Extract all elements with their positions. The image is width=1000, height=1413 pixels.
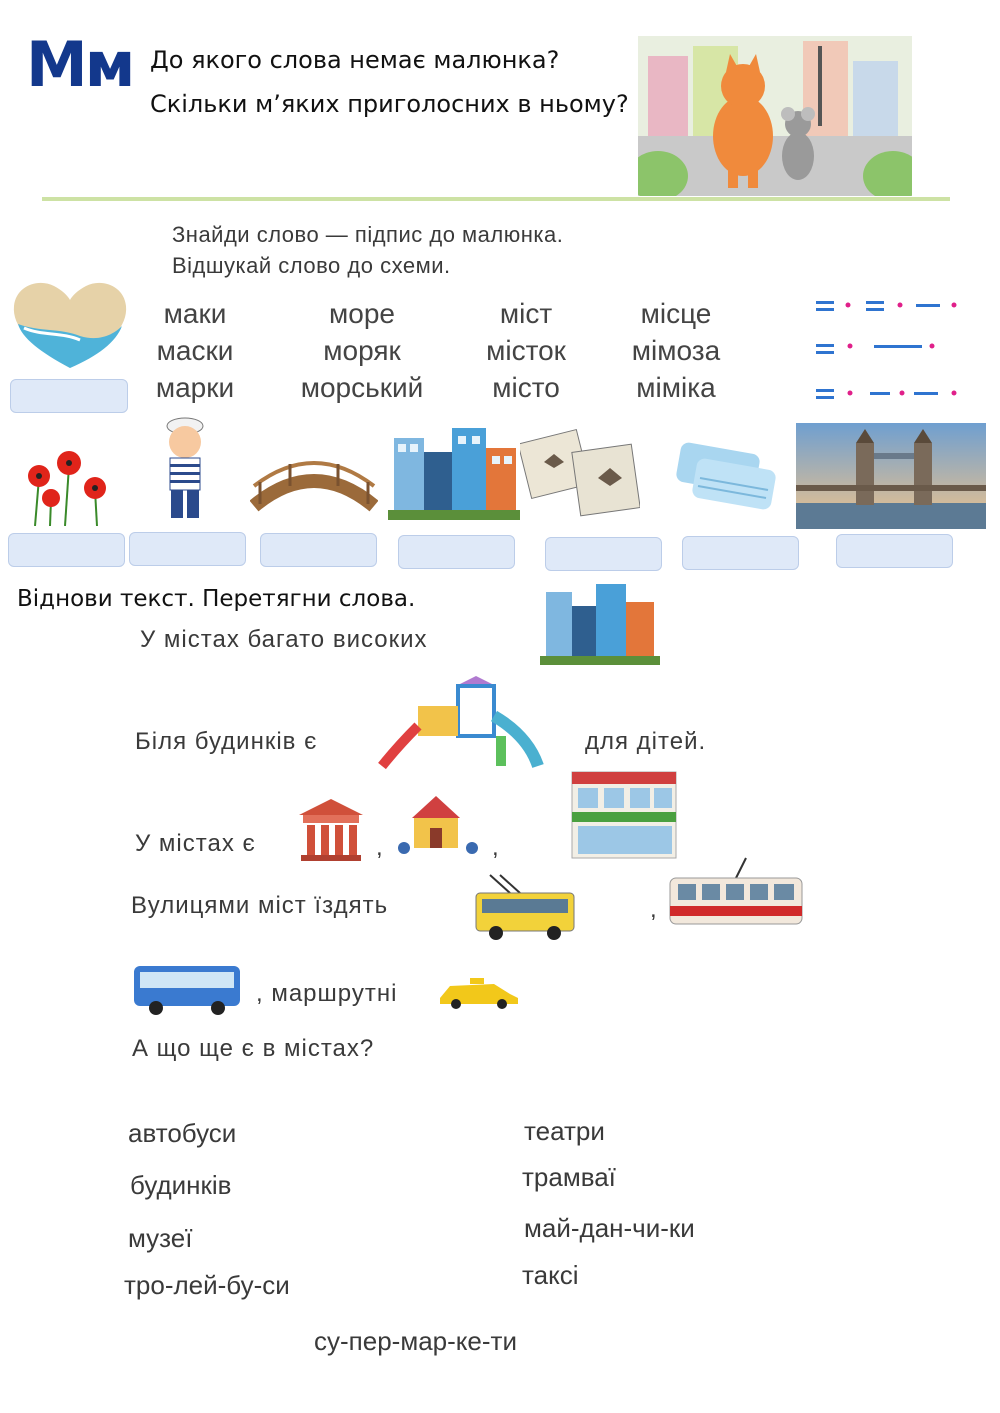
draggable-word[interactable]: музеї: [128, 1223, 193, 1253]
draggable-word[interactable]: трамваї: [522, 1162, 616, 1192]
wooden-bridge-picture: [250, 446, 378, 512]
word[interactable]: море: [329, 298, 395, 329]
comma-1: ,: [376, 834, 384, 861]
draggable-word[interactable]: су-пер-мар-ке-ти: [314, 1326, 517, 1356]
draggable-word[interactable]: будинків: [130, 1170, 232, 1200]
comma-2: ,: [492, 834, 500, 861]
sound-scheme-1: [814, 296, 964, 316]
sentence-1: У містах багато високих: [140, 626, 428, 653]
trolleybus-picture: [470, 873, 578, 945]
word[interactable]: моряк: [323, 335, 401, 366]
sailor-boy-picture: [160, 412, 210, 524]
word-column-4: [591, 298, 761, 404]
comma-3: ,: [650, 896, 658, 923]
postage-stamps-picture: [520, 422, 640, 518]
supermarket-picture: [568, 768, 692, 862]
city-buildings-picture: [382, 418, 524, 524]
theatre-picture: [394, 792, 484, 860]
word[interactable]: мімоза: [631, 335, 721, 366]
playground-picture: [378, 676, 554, 774]
word[interactable]: маки: [163, 298, 227, 329]
museum-picture: [297, 797, 365, 863]
poppies-picture: [15, 438, 117, 526]
tower-bridge-answer-slot[interactable]: [836, 534, 953, 568]
tram-picture: [666, 856, 806, 932]
draggable-word[interactable]: автобуси: [128, 1118, 237, 1148]
task1-instruction-1: Знайди слово — підпис до малюнка.: [172, 222, 564, 247]
sentence-4: Вулицями міст їздять: [131, 892, 389, 919]
tower-bridge-picture: [796, 423, 986, 529]
word[interactable]: маски: [156, 335, 234, 366]
word[interactable]: місток: [486, 335, 566, 366]
poppies-answer-slot[interactable]: [8, 533, 125, 567]
closing-question: А що ще є в містах?: [132, 1035, 375, 1062]
word[interactable]: марки: [155, 372, 235, 403]
sentence-2a: Біля будинків є: [135, 728, 318, 755]
sentence-2b: для дітей.: [585, 728, 707, 755]
city-answer-slot[interactable]: [398, 535, 515, 569]
sentence-5: , маршрутні: [256, 980, 398, 1007]
word[interactable]: морський: [300, 372, 424, 403]
draggable-word[interactable]: таксі: [522, 1260, 579, 1290]
header-divider: [42, 197, 950, 201]
draggable-word[interactable]: тро-лей-бу-си: [124, 1270, 290, 1300]
bus-picture: [132, 960, 242, 1018]
draggable-word[interactable]: май-дан-чи-ки: [524, 1213, 695, 1243]
word[interactable]: міміка: [636, 372, 716, 403]
task1-instruction-2: Відшукай слово до схеми.: [172, 253, 451, 278]
stamps-answer-slot[interactable]: [545, 537, 662, 571]
task2-title: Віднови текст. Перетягни слова.: [17, 586, 416, 612]
word-column-3: [441, 298, 611, 404]
letter-title: Мм: [26, 28, 133, 101]
sentence-3: У містах є: [135, 830, 256, 857]
question-1: До якого слова немає малюнка?: [150, 46, 560, 74]
taxi-picture: [434, 974, 522, 1010]
word[interactable]: міст: [499, 298, 553, 329]
draggable-word[interactable]: театри: [524, 1116, 605, 1146]
word[interactable]: місце: [640, 298, 712, 329]
masks-answer-slot[interactable]: [682, 536, 799, 570]
word-column-1: [110, 298, 280, 404]
buildings-picture: [538, 578, 662, 668]
face-masks-picture: [668, 438, 792, 514]
word[interactable]: місто: [492, 372, 560, 403]
question-2: Скільки м’яких приголосних в ньому?: [150, 90, 629, 118]
sailor-answer-slot[interactable]: [129, 532, 246, 566]
cat-mouse-city-illustration: [638, 36, 912, 196]
sound-scheme-3: [814, 382, 964, 402]
bridge-answer-slot[interactable]: [260, 533, 377, 567]
word-column-2: [277, 298, 447, 404]
sound-scheme-2: [814, 337, 964, 357]
